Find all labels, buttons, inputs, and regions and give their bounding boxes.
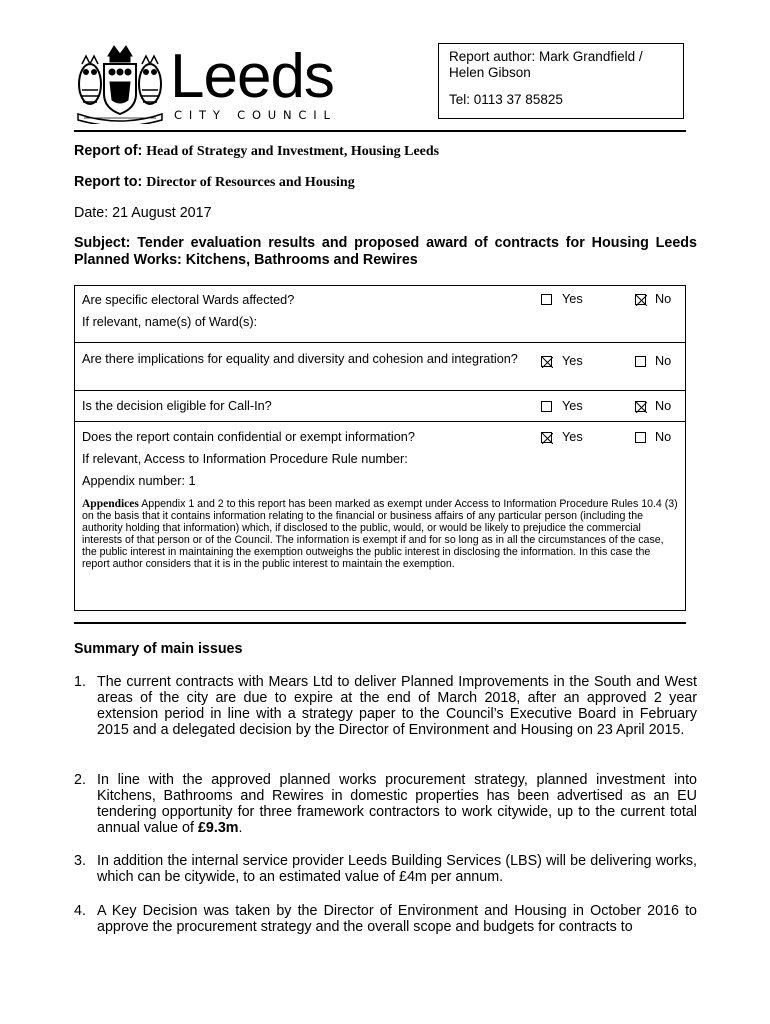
list-item xyxy=(74,903,697,935)
appendices-paragraph xyxy=(82,498,678,570)
no-label: No xyxy=(655,354,672,368)
report-to-value: Director of Resources and Housing xyxy=(146,175,355,190)
table-row xyxy=(75,390,685,421)
yes-checkbox[interactable] xyxy=(541,294,552,305)
item-text: A Key Decision was taken by the Director of Environment and Housing in October 2016 to approve the procurement strategy and the overall scope and budgets for contracts to xyxy=(97,903,697,935)
yes-checkbox-checked[interactable] xyxy=(541,432,552,443)
author-line-1: Report author: Mark Grandfield / xyxy=(449,49,643,64)
header-divider xyxy=(74,130,686,132)
no-checkbox-checked[interactable] xyxy=(635,401,646,412)
table-divider xyxy=(74,622,686,624)
author-telephone: Tel: 0113 37 85825 xyxy=(449,92,563,107)
logo-wordmark: Leeds xyxy=(170,42,334,111)
list-item xyxy=(74,674,697,738)
leeds-city-council-logo xyxy=(74,42,364,128)
logo-subtitle: CITY COUNCIL xyxy=(174,108,337,122)
report-info-table xyxy=(74,285,686,611)
yes-label: Yes xyxy=(562,354,583,368)
report-of-line xyxy=(74,142,439,161)
no-label: No xyxy=(655,399,672,413)
item-number: 3. xyxy=(74,853,86,869)
item-text-tail: . xyxy=(238,820,243,836)
report-of-label: Report of: xyxy=(74,143,143,159)
row-question: Are there implications for equality and diversity and cohesion and integration? xyxy=(82,352,518,366)
item-text-main: In line with the approved planned works procurement strategy, planned investment into Kitchens, Bathrooms and Rewires in domestic properties has been advertised as an EU tendering opportunity for three framework contractors to work citywide, up to the current total annual value of xyxy=(97,772,697,836)
yes-checkbox[interactable] xyxy=(541,401,552,412)
appendices-text: Appendix 1 and 2 to this report has been marked as exempt under Access to Information Procedure Rules 10.4 (3) on the basis that it contains information relating to the financial or business affairs of any particular person (including the authority holding that information) which, if disclosed to the public, would, or would be likely to prejudice the commercial interests of that person or of the Council. The information is exempt if and for so long as in all the circumstances of the case, the public interest in maintaining the exemption outweighs the public interest in disclosing the information. In this case the report author considers that it is in the public interest to maintain the exemption. xyxy=(82,498,678,570)
table-row xyxy=(75,421,685,610)
report-date: Date: 21 August 2017 xyxy=(74,205,212,221)
item-number: 1. xyxy=(74,674,86,690)
item-text xyxy=(97,772,697,836)
table-row xyxy=(75,286,685,342)
summary-heading: Summary of main issues xyxy=(74,641,243,657)
report-of-value: Head of Strategy and Investment, Housing Leeds xyxy=(146,144,440,159)
no-checkbox[interactable] xyxy=(635,432,646,443)
no-checkbox[interactable] xyxy=(635,356,646,367)
item-text-amount: £9.3m xyxy=(197,820,239,836)
report-author-box xyxy=(438,43,684,119)
item-text: The current contracts with Mears Ltd to deliver Planned Improvements in the South and West areas of the city are due to expire at the end of March 2018, after an approved 2 year extension period in line with a strategy paper to the Council’s Executive Board in February 2015 and a delegated decision by the Director of Environment and Housing on 23 April 2015. xyxy=(97,674,697,738)
row-subquestion: If relevant, Access to Information Procedure Rule number: xyxy=(82,452,408,466)
coat-of-arms-icon xyxy=(74,42,166,124)
list-item xyxy=(74,853,697,885)
report-subject: Subject: Tender evaluation results and proposed award of contracts for Housing Leeds Planned Works: Kitchens, Bathrooms and Rewires xyxy=(74,235,697,268)
author-line-2: Helen Gibson xyxy=(449,65,531,80)
list-item xyxy=(74,772,697,836)
no-label: No xyxy=(655,292,672,306)
report-to-line xyxy=(74,173,355,192)
row-question: Does the report contain confidential or exempt information? xyxy=(82,430,415,444)
yes-label: Yes xyxy=(562,430,583,444)
appendix-number: Appendix number: 1 xyxy=(82,474,196,488)
item-number: 2. xyxy=(74,772,86,788)
yes-label: Yes xyxy=(562,399,583,413)
row-question: Are specific electoral Wards affected? xyxy=(82,293,295,307)
appendices-label: Appendices xyxy=(82,498,139,510)
row-subquestion: If relevant, name(s) of Ward(s): xyxy=(82,315,258,329)
item-number: 4. xyxy=(74,903,86,919)
yes-checkbox-checked[interactable] xyxy=(541,356,552,367)
report-to-label: Report to: xyxy=(74,174,143,190)
row-question: Is the decision eligible for Call-In? xyxy=(82,399,272,413)
no-label: No xyxy=(655,430,672,444)
item-text: In addition the internal service provider Leeds Building Services (LBS) will be delivering works, which can be citywide, to an estimated value of £4m per annum. xyxy=(97,853,697,885)
no-checkbox-checked[interactable] xyxy=(635,294,646,305)
table-row xyxy=(75,342,685,390)
yes-label: Yes xyxy=(562,292,583,306)
